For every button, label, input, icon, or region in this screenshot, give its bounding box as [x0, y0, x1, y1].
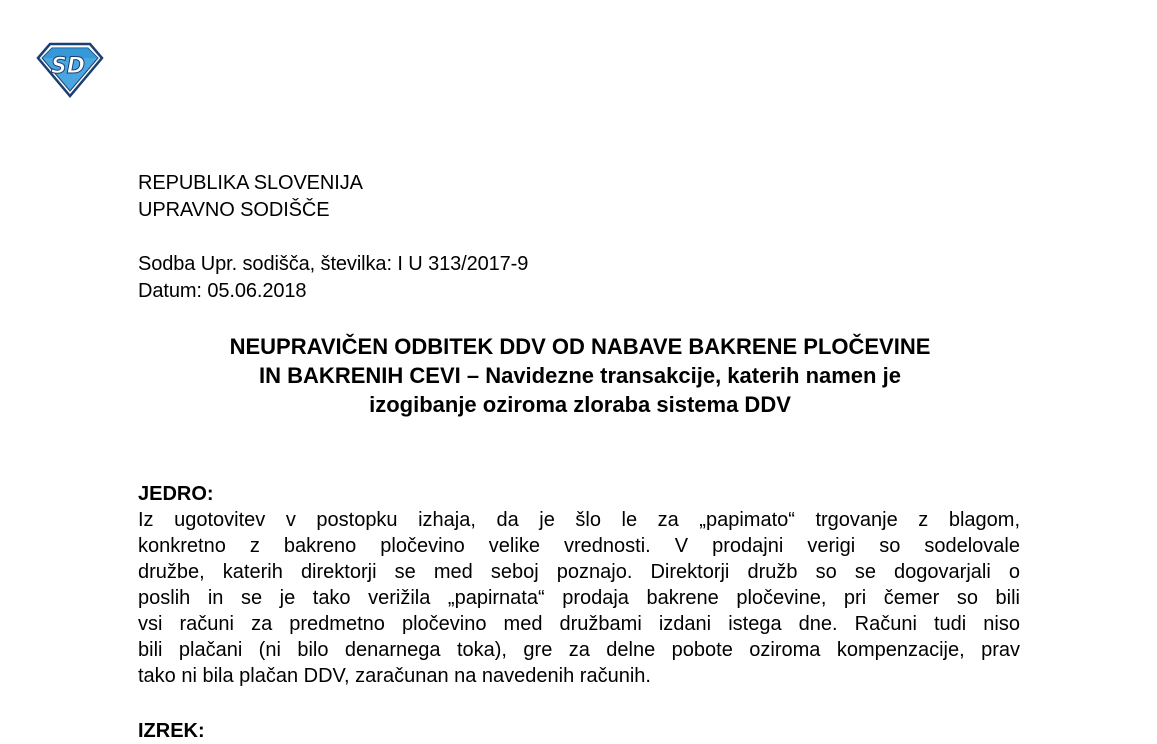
court-header [138, 170, 363, 224]
jedro-line-1: Iz ugotovitev v postopku izhaja, da je šlo le za „papimato“ trgovanje z blagom, [138, 509, 1020, 531]
document-title [138, 332, 1022, 419]
jedro-heading: JEDRO: [138, 483, 214, 505]
header-court: UPRAVNO SODIŠČE [138, 199, 330, 221]
jedro-section [138, 481, 1020, 689]
case-meta [138, 251, 528, 305]
jedro-line-7: tako ni bila plačan DDV, zaračunan na navedenih računih. [138, 665, 651, 687]
title-line-2: IN BAKRENIH CEVI – Navidezne transakcije, katerih namen je [259, 363, 901, 388]
jedro-line-6: bili plačani (ni bilo denarnega toka), gre za delne pobote oziroma kompenzacije, prav [138, 639, 1020, 661]
izrek-section [138, 718, 1020, 744]
title-line-1: NEUPRAVIČEN ODBITEK DDV OD NABAVE BAKRENE PLOČEVINE [229, 334, 931, 359]
header-republic: REPUBLIKA SLOVENIJA [138, 172, 363, 194]
logo-letters: SD [50, 54, 86, 79]
case-date: Datum: 05.06.2018 [138, 280, 307, 302]
title-line-3: izogibanje oziroma zloraba sistema DDV [369, 392, 791, 417]
sd-logo-icon [32, 40, 106, 100]
jedro-line-5: vsi računi za predmetno pločevino med družbami izdani istega dne. Računi tudi niso [138, 613, 1020, 635]
jedro-line-3: družbe, katerih direktorji se med seboj poznajo. Direktorji družb so se dogovarjali o [138, 561, 1020, 583]
case-number: Sodba Upr. sodišča, številka: I U 313/2017-9 [138, 253, 529, 275]
jedro-line-2: konkretno z bakreno pločevino velike vrednosti. V prodajni verigi so sodelovale [138, 535, 1020, 557]
izrek-heading: IZREK: [138, 720, 205, 742]
jedro-line-4: poslih in se je tako verižila „papirnata“ prodaja bakrene pločevine, pri čemer so bili [138, 587, 1020, 609]
